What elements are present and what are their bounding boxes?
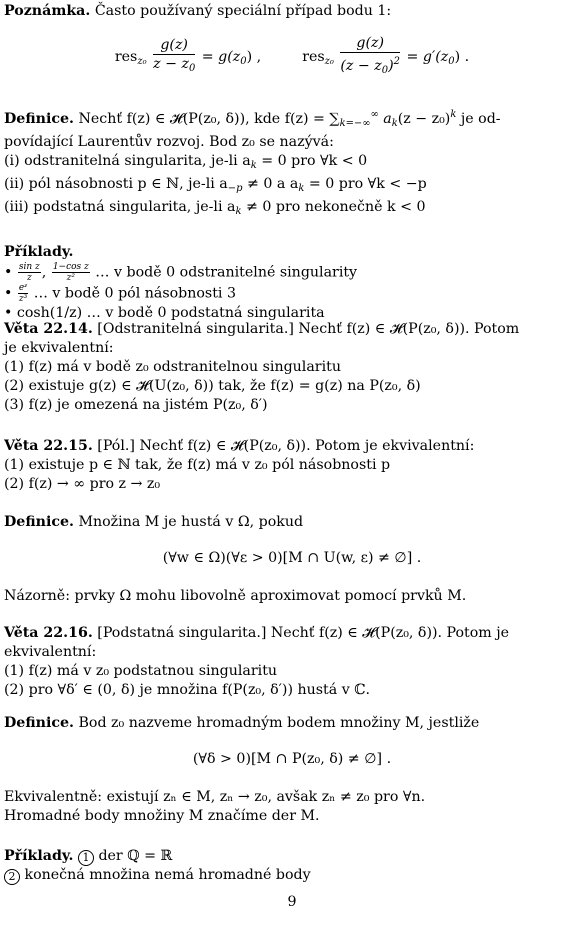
- dense-formula: (∀w ∈ Ω)(∀ε > 0)[M ∩ U(w, ε) ≠ ∅] .: [162, 550, 422, 566]
- definition-singularity: Definice. Nechť f(z) ∈ 𝓗(P(z₀, δ)), kde $f(z) = \sum_{k=-\infty}^\infty$ $a_k(z - z_0)^k$ je od- povídající Laurentův rozvoj. Bod z₀ se nazývá: (i) odstranitelná singularita, je-li $a_k = 0$ pro ∀k < 0 (ii) pól násobnosti p ∈ ℕ, je-li $a_{-p} \ne 0$ a $a_k = 0$ pro ∀k < −p (iii) podstatná singularita, je-li $a_k \ne 0$ pro nekonečně k < 0: [4, 109, 501, 217]
- note-formula: res$_{z_0}$ $\frac{g(z)}{z - z_0}$ = $g(z_0)$ , res$_{z_0}$ $\frac{g(z)}{(z - z_0)^2}$ = $g'(z_0)$ .: [114, 35, 470, 76]
- circled-number-2-icon: 2: [4, 869, 20, 885]
- examples-singularities: Příklady. • $\frac{\text{sin z}}{z}$ , $\frac{\text{1−cos z}}{\text{z²}}$ … v bodě 0 odstranitelné singularity • $\frac{\text{eᶻ}}{\text{z³}}$ … v bodě 0 pól násobnosti 3 • cosh(1/z) … v bodě 0 podstatná singularita: [4, 243, 580, 323]
- theorem-title: Věta 22.14.: [4, 321, 93, 337]
- examples-title: Příklady.: [4, 244, 74, 260]
- note-paragraph: [4, 2, 580, 21]
- definition-title: Definice.: [4, 111, 74, 127]
- accumulation-formula: (∀δ > 0)[M ∩ P(z₀, δ) ≠ ∅] .: [192, 751, 392, 767]
- definition-accumulation-point: Definice. Bod z₀ nazveme hromadným bodem množiny M, jestliže (∀δ > 0)[M ∩ P(z₀, δ) ≠ ∅] . Ekvivalentně: existují zₙ ∈ M, zₙ → z₀, avšak zₙ ≠ z₀ pro ∀n. Hromadné body množiny M značíme der M.: [4, 714, 580, 826]
- page-number: 9: [287, 894, 297, 910]
- theorem-22-16: Věta 22.16. [Podstatná singularita.] Nechť f(z) ∈ 𝓗(P(z₀, δ)). Potom je ekvivalentní: (1) f(z) má v z₀ podstatnou singularitu (2) pro ∀δ′ ∈ (0, δ) je množina f(P(z₀, δ′)) hustá v ℂ.: [4, 625, 510, 698]
- definition-dense-set: Definice. Množina M je hustá v Ω, pokud (∀w ∈ Ω)(∀ε > 0)[M ∩ U(w, ε) ≠ ∅] . Názorně: prvky Ω mohu libovolně aproximovat pomocí prvků M.: [4, 513, 580, 606]
- note-text: Často používaný speciální případ bodu 1:: [94, 3, 392, 19]
- definition-title: Definice.: [4, 514, 74, 530]
- theorem-title: Věta 22.16.: [4, 625, 93, 641]
- circled-number-1-icon: 1: [78, 850, 94, 866]
- examples-title: Příklady.: [4, 848, 74, 864]
- theorem-title: Věta 22.15.: [4, 438, 93, 454]
- definition-title: Definice.: [4, 715, 74, 731]
- examples-accumulation: Příklady. 1 der ℚ = ℝ 2 konečná množina nemá hromadné body: [4, 848, 311, 883]
- theorem-22-14: Věta 22.14. [Odstranitelná singularita.] Nechť f(z) ∈ 𝓗(P(z₀, δ)). Potom je ekvivalentní: (1) f(z) má v bodě z₀ odstranitelnou singularitu (2) existuje g(z) ∈ 𝓗(U(z₀, δ)) tak, že f(z) = g(z) na P(z₀, δ) (3) f(z) je omezená na jistém P(z₀, δ′): [4, 321, 520, 413]
- note-title: Poznámka.: [4, 3, 91, 19]
- theorem-22-15: Věta 22.15. [Pól.] Nechť f(z) ∈ 𝓗(P(z₀, δ)). Potom je ekvivalentní: (1) existuje p ∈ ℕ tak, že f(z) má v z₀ pól násobnosti p (2) f(z) → ∞ pro z → z₀: [4, 438, 475, 492]
